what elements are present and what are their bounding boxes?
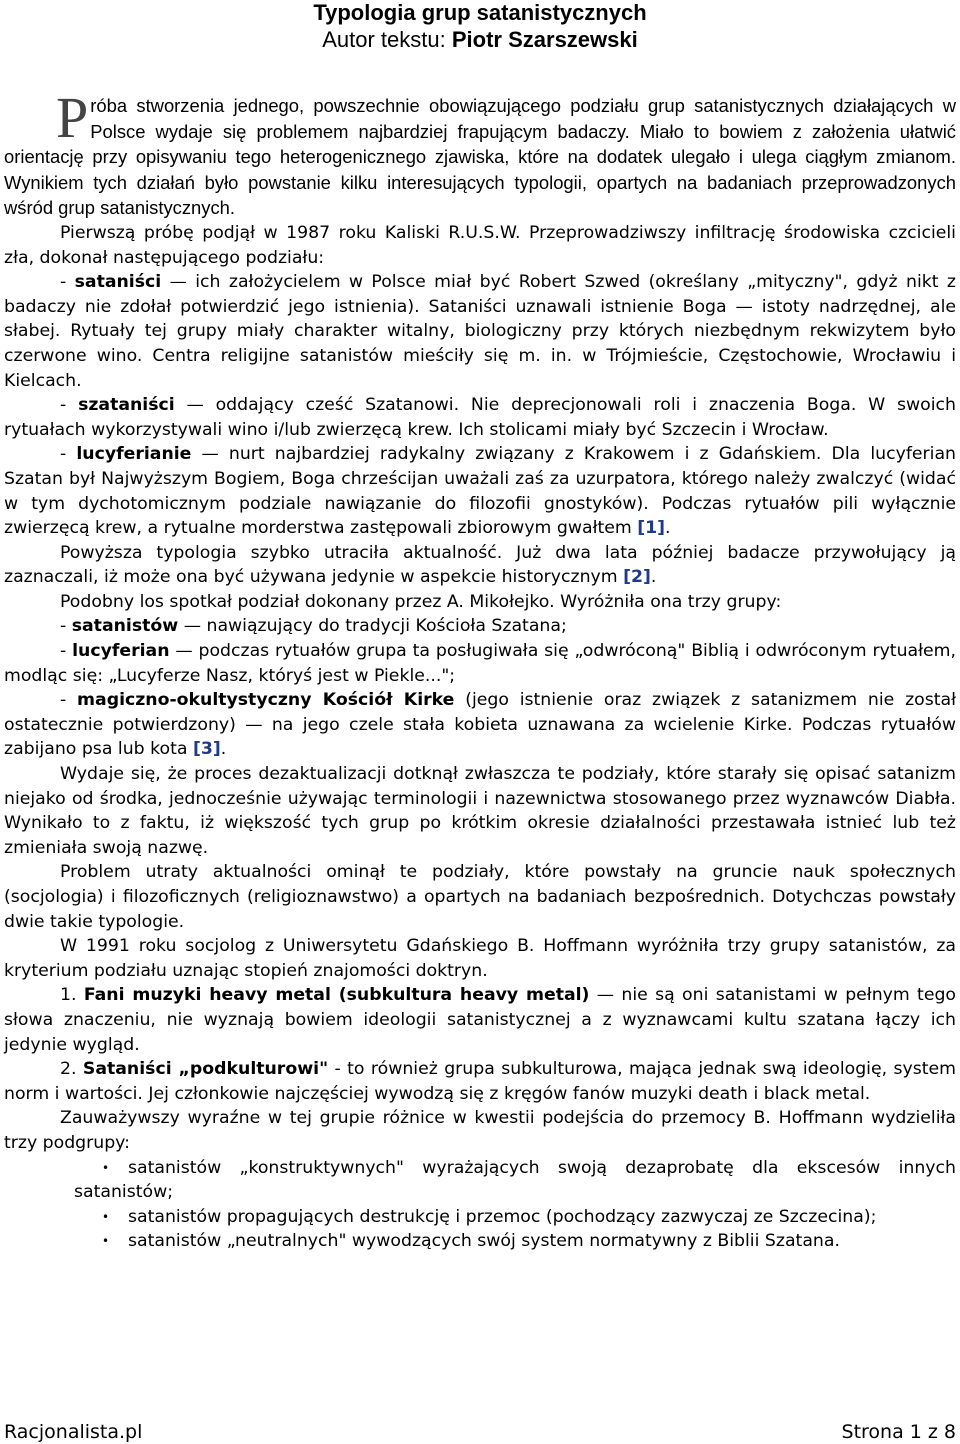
dash: -: [60, 641, 73, 662]
paragraph-satanistow: [4, 614, 956, 639]
term-podkulturowi: Sataniści „podkulturowi": [82, 1059, 329, 1080]
text-fani: — nie są oni satanistami w pełnym tego słowa znaczeniu, nie wyznają bowiem ideologii satanistycznej a z wyznawcami kultu szatana łączy ich jedynie wygląd.: [4, 985, 957, 1055]
document-header: [0, 0, 960, 54]
text-szatanisci: — oddający cześć Szatanowi. Nie deprecjonowali roli i znaczenia Boga. W swoich rytuałach wykorzystywali wino i/lub zwierzęcą krew. Ich stolicami miały być Szczecin i Wrocław.: [4, 395, 957, 440]
article-body: [4, 85, 957, 1254]
term-satanistow: satanistów: [71, 616, 179, 637]
text-podkulturowi: - to również grupa subkulturowa, mająca jednak swą ideologię, system norm i wartości. Jej członkowie najczęściej wywodzą się z kręgów fanów muzyki death i black metal.: [4, 1059, 956, 1104]
paragraph-typology-outdated: [4, 541, 956, 590]
period: .: [220, 739, 227, 760]
term-kirke: magiczno-okultystyczny Kościół Kirke: [77, 690, 455, 711]
drop-cap: P: [56, 85, 89, 150]
paragraph-fani: [4, 983, 956, 1057]
period: .: [650, 567, 657, 588]
bullet-text: satanistów „neutralnych" wywodzących swój system normatywny z Biblii Szatana.: [128, 1231, 840, 1252]
page-footer: [4, 1420, 956, 1444]
dash: -: [60, 690, 78, 711]
paragraph-problem: Problem utraty aktualności ominął te podziały, które powstały na gruncie nauk społecznych (socjologia) i filozoficznych (religioznawstwo) a opartych na badaniach bezpośrednich. Dotychczas powstały dwie takie typologie.: [4, 862, 956, 932]
bullet-text: satanistów „konstruktywnych" wyrażających swoją dezaprobatę dla ekscesów innych satanistów;: [74, 1157, 956, 1203]
bullet-icon: •: [102, 1160, 110, 1175]
paragraph-hoffmann: W 1991 roku socjolog z Uniwersytetu Gdańskiego B. Hoffmann wyróżniła trzy grupy satanistów, za kryterium podziału uznając stopień znajomości doktryn.: [4, 936, 956, 981]
text-satanisci: — ich założycielem w Polsce miał być Robert Szwed (określany „mityczny", gdyż nikt z badaczy nie zdołał potwierdzić jego istnienia). Sataniści uznawali istnienie Boga — istoty nadrzędnej, ale słabej. Rytuały tej grupy miały charakter witalny, biologiczny przy których niezbędnym rekwizytem było czerwone wino. Centra religijne satanistów mieściły się m. in. w Trójmieście, Częstochowie, Wrocławiu i Kielcach.: [4, 272, 956, 391]
bullet-item: [4, 1205, 956, 1230]
author-name: Piotr Szarszewski: [451, 27, 638, 52]
paragraph-lucyferianie: [4, 442, 956, 540]
text-lucyferianie: — nurt najbardziej radykalny związany z Krakowem i z Gdańskiem. Dla lucyferian Szatan był Najwyższym Bogiem, Boga chrześcijan uważali zaś za uzurpatora, którego należy zwalczyć (widać w tym dychotomicznym podziale nawiązanie do filozofii gnostyków). Podczas rytuałów pili wyłącznie zwierzęcą krew, a rytualne morderstwa zastępowali zbiorowym gwałtem: [4, 444, 956, 539]
paragraph-dezaktualizacja: Wydaje się, że proces dezaktualizacji dotknął zwłaszcza te podziały, które starały się opisać satanizm niejako od środka, jednocześnie używając terminologii i nazewnictwa stosowanego przez wyznawców Diabła. Wynikało to z faktu, iż większość tych grup po krótkim okresie działalności przestawała istnieć lub też zmieniała swoją nazwę.: [4, 764, 956, 858]
author-label: Autor tekstu:: [322, 27, 446, 52]
bullet-text: satanistów propagujących destrukcję i przemoc (pochodzący zazwyczaj ze Szczecina);: [128, 1206, 877, 1227]
bullet-item: [4, 1229, 956, 1254]
period: .: [665, 518, 671, 539]
paragraph-satanisci: [4, 270, 956, 393]
footnote-link-3[interactable]: [3]: [192, 739, 221, 760]
paragraph-szatanisci: [4, 393, 956, 442]
paragraph-kaliski: Pierwszą próbę podjął w 1987 roku Kaliski R.U.S.W. Przeprowadziwszy infiltrację środowiska czcicieli zła, dokonał następującego podziału:: [4, 222, 956, 268]
footnote-link-2[interactable]: [2]: [623, 567, 651, 588]
term-lucyferian: lucyferian: [72, 641, 170, 662]
dash: -: [60, 395, 79, 416]
list-number: 2.: [60, 1059, 83, 1080]
intro-text: róba stworzenia jednego, powszechnie obowiązującego podziału grup satanistycznych działających w Polsce wydaje się problemem najbardziej frapującym badaczy. Miało to bowiem z założenia ułatwić orientację przy opisywaniu tego heterogenicznego zjawiska, które na dodatek ulegało i ulega ciągłym zmianom.: [4, 95, 956, 168]
paragraph-podgrupy: Zauważywszy wyraźne w tej grupie różnice w kwestii podejścia do przemocy B. Hoffmann wydzieliła trzy podgrupy:: [4, 1108, 956, 1153]
text-typology-outdated: Powyższa typologia szybko utraciła aktualność. Już dwa lata później badacze przywołujący ją zaznaczali, iż może ona być używana jedynie w aspekcie historycznym: [4, 542, 956, 588]
bullet-icon: •: [102, 1209, 110, 1224]
term-fani: Fani muzyki heavy metal (subkultura heavy metal): [83, 985, 590, 1006]
bullet-icon: •: [102, 1234, 110, 1249]
term-szatanisci: szataniści: [78, 395, 175, 416]
footer-site[interactable]: Racjonalista.pl: [4, 1421, 143, 1443]
paragraph-podkulturowi: [4, 1057, 956, 1106]
text-satanistow: — nawiązujący do tradycji Kościoła Szatana;: [178, 616, 567, 637]
dash: -: [60, 444, 77, 465]
paragraph-lucyferian: [4, 639, 956, 688]
paragraph-kirke: [4, 688, 956, 762]
document-title: Typologia grup satanistycznych: [313, 0, 647, 25]
intro-tail: Wynikiem tych działań było powstanie kilku interesujących typologii, opartych na badaniach przeprowadzonych wśród grup satanistycznych.: [4, 171, 956, 219]
bullet-item: [4, 1156, 956, 1205]
dash: -: [60, 616, 72, 637]
footnote-link-1[interactable]: [1]: [637, 518, 666, 539]
intro-paragraph: [4, 85, 956, 221]
term-lucyferianie: lucyferianie: [76, 444, 192, 465]
text-lucyferian: — podczas rytuałów grupa ta posługiwała się „odwróconą" Biblią i odwróconym rytuałem, modląc się: „Lucyferze Nasz, któryś jest w Piekle...";: [4, 641, 956, 686]
dash: -: [60, 272, 75, 293]
paragraph-mikolejko: Podobny los spotkał podział dokonany przez A. Mikołejko. Wyróżniła ona trzy grupy:: [60, 591, 782, 612]
text-kirke: (jego istnienie oraz związek z satanizmem nie został ostatecznie potwierdzony) — na jego czele stała kobieta uznawana za wcielenie Kirke. Podczas rytuałów zabijano psa lub kota: [4, 690, 956, 760]
term-satanisci: sataniści: [74, 272, 162, 293]
author-line: [0, 26, 960, 54]
list-number: 1.: [60, 985, 84, 1006]
footer-page-number: Strona 1 z 8: [841, 1421, 956, 1443]
